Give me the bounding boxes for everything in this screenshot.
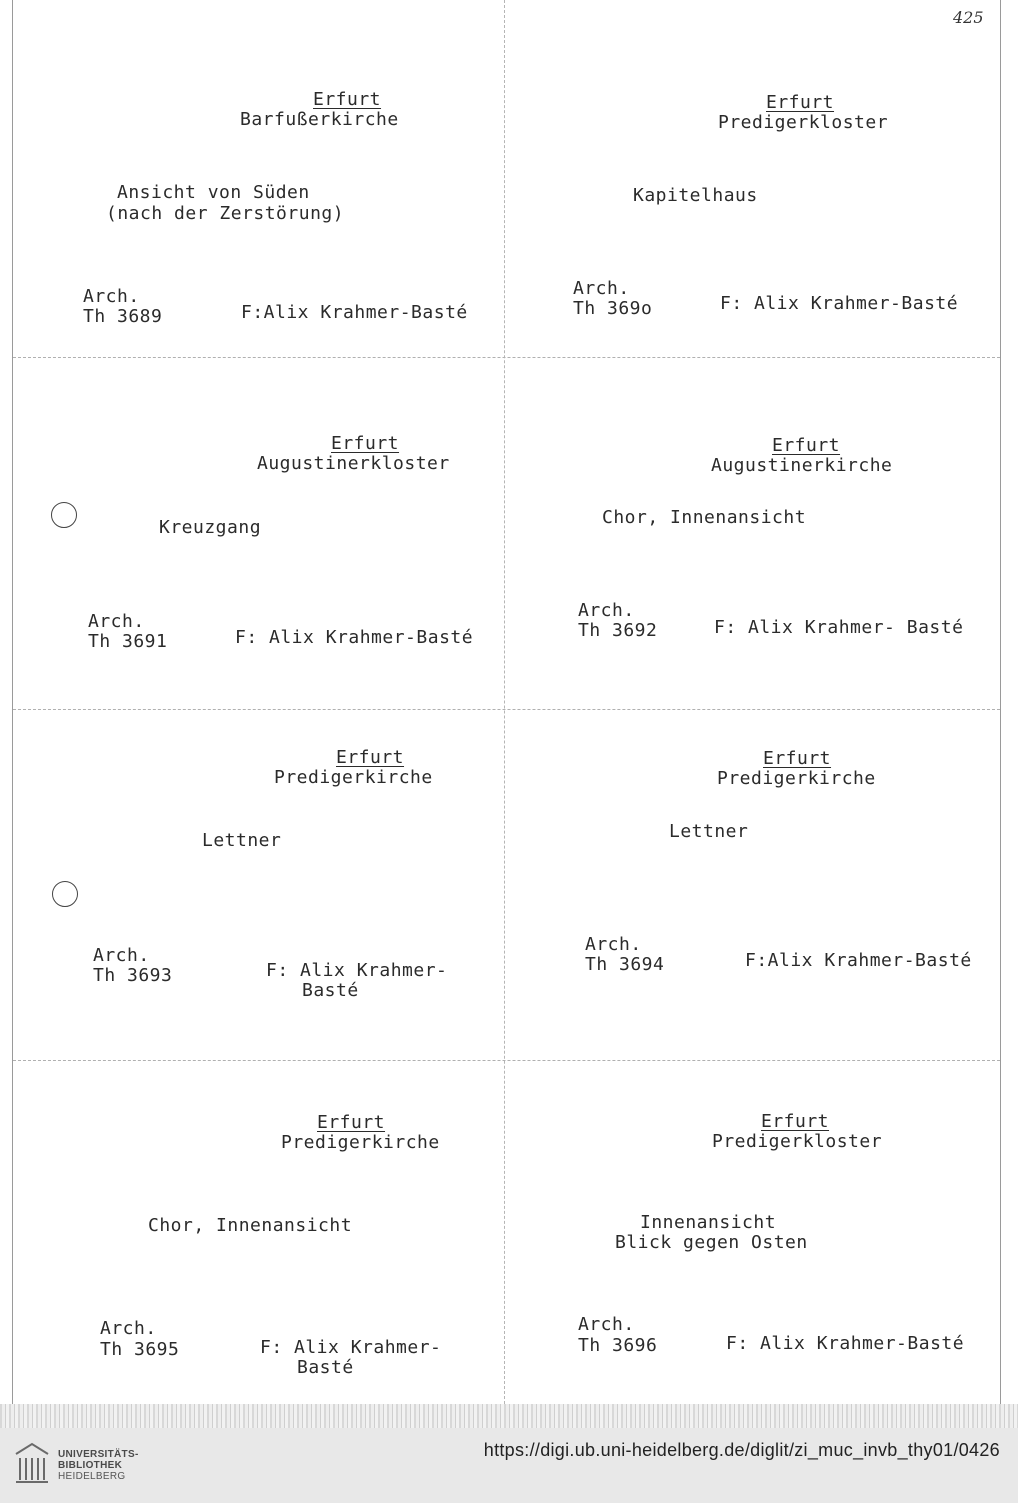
card-building: Predigerkloster	[718, 112, 889, 133]
card-photographer: Basté	[297, 1357, 354, 1378]
card-building: Predigerkirche	[281, 1132, 440, 1153]
card-description: Kreuzgang	[159, 517, 262, 538]
card-description: Chor, Innenansicht	[148, 1215, 353, 1236]
card-description: Blick gegen Osten	[615, 1232, 808, 1253]
card-city: Erfurt	[763, 748, 832, 769]
catalog-card	[13, 0, 504, 352]
card-archive-label: Arch.	[83, 286, 140, 307]
card-photographer: F: Alix Krahmer-Basté	[720, 293, 959, 314]
card-building: Predigerkirche	[274, 767, 433, 788]
card-city: Erfurt	[761, 1111, 830, 1132]
catalog-card	[504, 0, 995, 352]
library-name-line: HEIDELBERG	[58, 1471, 126, 1482]
card-photographer: F: Alix Krahmer-Basté	[235, 627, 474, 648]
card-photographer: F: Alix Krahmer-Basté	[726, 1333, 965, 1354]
card-archive-label: Arch.	[578, 1314, 635, 1335]
card-archive-label: Arch.	[88, 611, 145, 632]
card-shelfmark: Th 3695	[100, 1339, 180, 1360]
card-archive-label: Arch.	[100, 1318, 157, 1339]
card-shelfmark: Th 369o	[573, 298, 653, 319]
scan-edge-strip	[0, 1404, 1018, 1428]
card-shelfmark: Th 3689	[83, 306, 163, 327]
catalog-card	[13, 709, 504, 1061]
catalog-card	[504, 709, 995, 1061]
card-description: Lettner	[669, 821, 749, 842]
card-photographer: F:Alix Krahmer-Basté	[745, 950, 972, 971]
library-name-line: BIBLIOTHEK	[58, 1460, 123, 1471]
card-photographer: F: Alix Krahmer-	[266, 960, 448, 981]
card-description: Lettner	[202, 830, 282, 851]
card-building: Augustinerkirche	[711, 455, 893, 476]
card-photographer: F:Alix Krahmer-Basté	[241, 302, 468, 323]
card-description: Innenansicht	[640, 1212, 777, 1233]
permalink-url[interactable]: https://digi.ub.uni-heidelberg.de/diglit/zi_muc_invb_thy01/0426	[483, 1440, 1000, 1460]
card-shelfmark: Th 3696	[578, 1335, 658, 1356]
card-shelfmark: Th 3691	[88, 631, 168, 652]
library-logo-icon	[12, 1440, 52, 1486]
card-archive-label: Arch.	[93, 945, 150, 966]
card-description: Kapitelhaus	[633, 185, 758, 206]
catalog-card	[13, 1060, 504, 1412]
card-building: Barfußerkirche	[240, 109, 399, 130]
footer-bar	[0, 1428, 1018, 1503]
library-logo-text	[58, 1449, 139, 1482]
card-archive-label: Arch.	[578, 600, 635, 621]
card-building: Augustinerkloster	[257, 453, 450, 474]
catalog-card	[504, 1060, 995, 1412]
catalog-card	[13, 357, 504, 709]
card-building: Predigerkirche	[717, 768, 876, 789]
library-name-line: UNIVERSITÄTS-	[58, 1449, 139, 1460]
card-photographer: F: Alix Krahmer- Basté	[714, 617, 964, 638]
card-archive-label: Arch.	[573, 278, 630, 299]
card-shelfmark: Th 3693	[93, 965, 173, 986]
card-description: Chor, Innenansicht	[602, 507, 807, 528]
card-description: (nach der Zerstörung)	[106, 203, 345, 224]
page-number: 425	[953, 8, 984, 27]
card-city: Erfurt	[766, 92, 835, 113]
card-photographer: Basté	[302, 980, 359, 1001]
card-city: Erfurt	[336, 747, 405, 768]
card-city: Erfurt	[331, 433, 400, 454]
card-sheet	[12, 0, 1001, 1404]
catalog-card	[504, 357, 995, 709]
punch-hole	[52, 881, 78, 907]
punch-hole	[51, 502, 77, 528]
card-shelfmark: Th 3694	[585, 954, 665, 975]
card-shelfmark: Th 3692	[578, 620, 658, 641]
card-city: Erfurt	[772, 435, 841, 456]
card-city: Erfurt	[313, 89, 382, 110]
card-building: Predigerkloster	[712, 1131, 883, 1152]
card-city: Erfurt	[317, 1112, 386, 1133]
card-description: Ansicht von Süden	[117, 182, 310, 203]
card-archive-label: Arch.	[585, 934, 642, 955]
card-photographer: F: Alix Krahmer-	[260, 1337, 442, 1358]
